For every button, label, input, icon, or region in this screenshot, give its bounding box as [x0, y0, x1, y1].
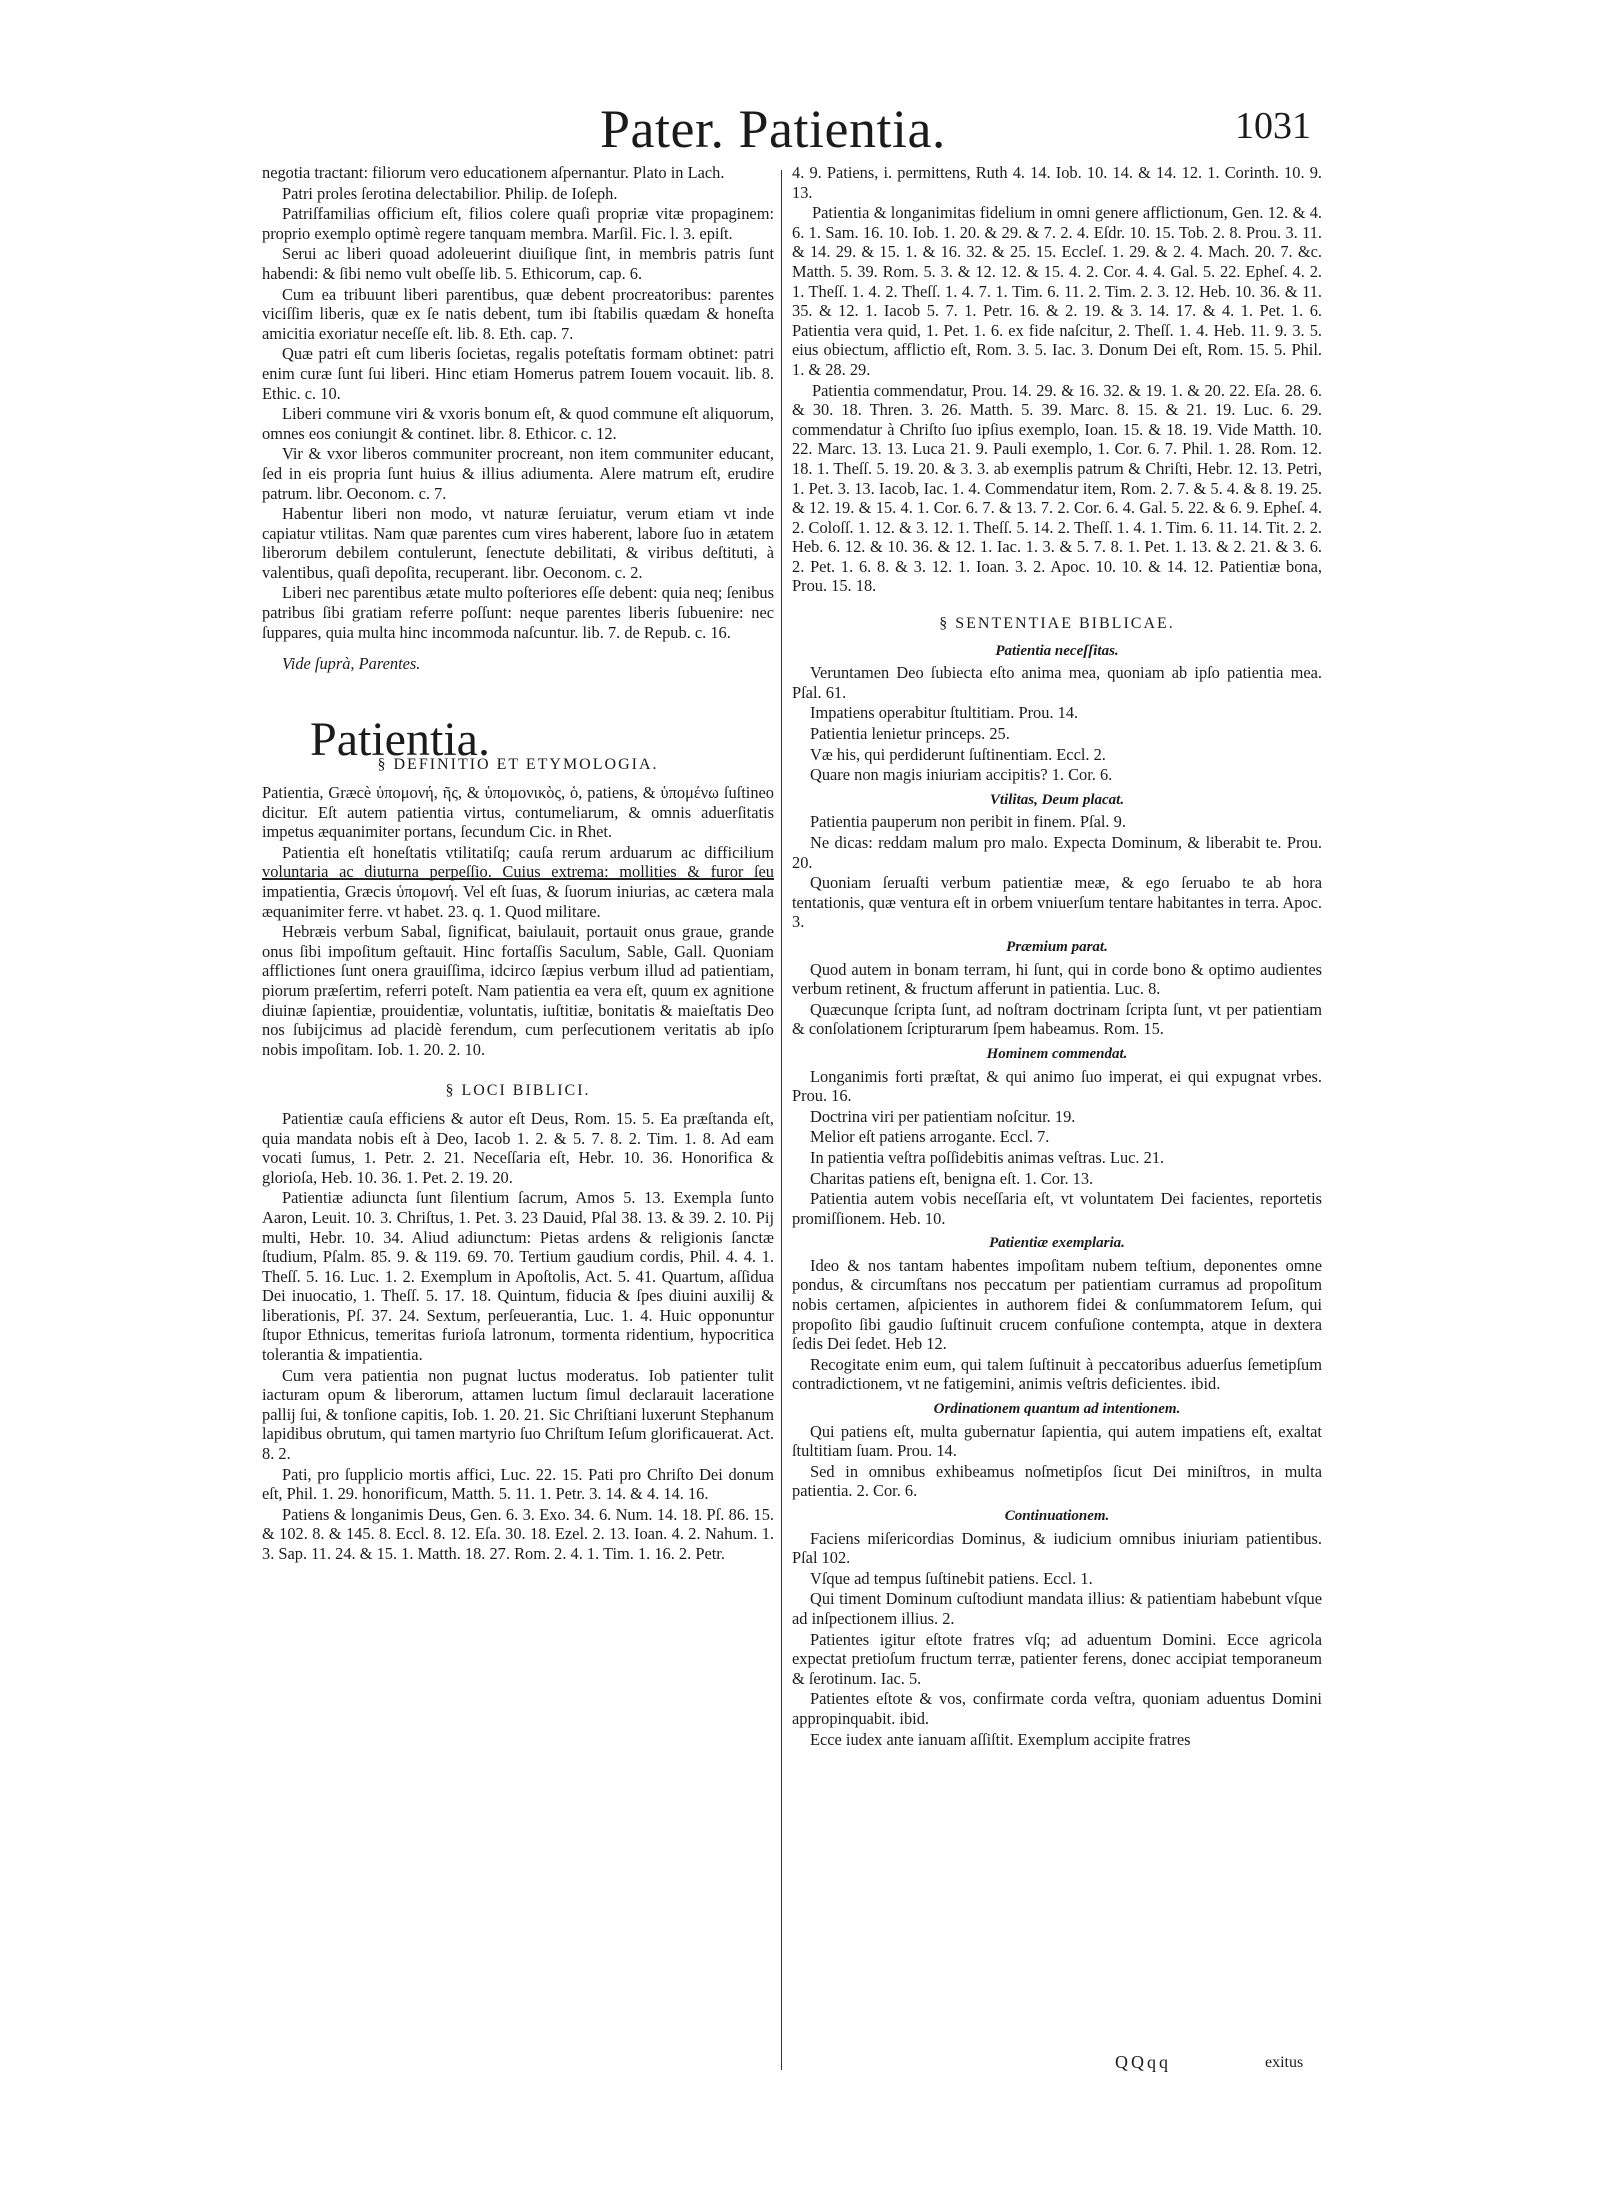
loci-paragraph: Pati, pro ſupplicio mortis affici, Luc. 22. 15. Pati pro Chriſto Dei donum eſt, Phil. 1. 29. honorificum, Matth. 5. 11. 1. Petr. 3. 14. & 4. 14. 16.: [262, 1464, 774, 1504]
verse: Quare non magis iniuriam accipitis? 1. Cor. 6.: [810, 765, 1113, 785]
loci-paragraph: Patientiæ adiuncta ſunt ſilentium ſacrum, Amos 5. 13. Exempla ſunto Aaron, Leuit. 10. 3. Chriſtus, 1. Pet. 3. 23 Dauid, Pſal 38. 13. & 39. 2. 10. Pij multi, Hebr. 10. 34. Aliud adiunctum: Pietas ardens & religionis ſanctæ ſtudium, Pſalm. 85. 9. & 119. 69. 70. Tertium gaudium cordis, Phil. 4. 4. 1. Theſſ. 5. 16. Luc. 1. 2. Exemplum in Apoſtolis, Act. 5. 41. Quartum, aſſidua Dei inuocatio, 1. Theſſ. 5. 17. 18. Quintum, fiducia & ſpes diuini auxilij & liberationis, Pſ. 37. 24. Sextum, perſeuerantia, Luc. 1. 4. Huic opponuntur ſtupor Ethnicus, temeritas furioſa latronum, tormenta ridentium, hypocritica tolerantia & impatientia.: [262, 1188, 774, 1365]
pater-paragraph: Habentur liberi non modo, vt naturæ ſeruiatur, verum etiam vt inde capiatur vtilitas. Nam quæ parentes cum vires haberent, labore ſuo in ætatem liberorum debilem contulerunt, ſenectute debilitati, & viribus deſtituti, à valentibus, quaſi depoſita, recuperant. libr. Oeconom. c. 2.: [262, 504, 774, 582]
verse: In patientia veſtra poſſidebitis animas veſtras. Luc. 21.: [810, 1147, 1165, 1167]
cross-reference: Vide ſuprà, Parentes.: [282, 654, 421, 674]
verse: Longanimis forti præſtat, & qui animo ſuo imperat, ei qui expugnat vrbes. Prou. 16.: [792, 1066, 1322, 1106]
verse: Ideo & nos tantam habentes impoſitam nubem teſtium, deponentes omne pondus, & circumſtans nos peccatum per patientiam curramus ad propoſitum nobis certamen, aſpicientes in authorem fidei & conſummatorem Ieſum, qui propoſito ſibi gaudio ſuſtinuit crucem confuſione contempta, atque in dextera ſedis Dei ſedet. Heb 12.: [792, 1255, 1322, 1354]
left-column: [262, 163, 774, 1565]
group-continuationem: [792, 1507, 1322, 1749]
verse: Veruntamen Deo ſubiecta eſto anima mea, quoniam ab ipſo patientia mea. Pſal. 61.: [792, 663, 1322, 702]
group-vtilitas: [792, 791, 1322, 932]
pater-paragraph: Cum ea tribuunt liberi parentibus, quæ debent procreatoribus: parentes viciſſim liberis, quæ ex ſe natis debent, tum ibi ſtabilis quædam & honeſta amicitia exoriatur neceſſe eſt. lib. 8. Eth. cap. 7.: [262, 284, 774, 343]
verse: Patientes eſtote & vos, confirmate corda veſtra, quoniam aduentus Domini appropinquabit. ibid.: [792, 1689, 1322, 1728]
verse: Doctrina viri per patientiam noſcitur. 19.: [810, 1106, 1076, 1126]
definitio-paragraph: Hebræis verbum Sabal, ſignificat, baiulauit, portauit onus graue, grande onus ſibi impoſitum geſtauit. Hinc fortaſſis Saculum, Sable, Gall. Quoniam afflictiones ſunt onera grauiſſima, idcirco ſæpius verbum illud ad patientiam, piorum præſertim, referri poteſt. Nam patientia ea vera eſt, quum ex agnitione diuinæ ſapientiæ, prouidentiæ, voluntatis, iuſtitiæ, bonitatis & maieſtatis Deo nos ſubijcimus ad placidè ferendum, cum perſecutionem veritatis ab ipſo nobis impoſitam. Iob. 1. 20. 2. 10.: [262, 922, 774, 1059]
signature-mark: QQqq: [1115, 2052, 1171, 2072]
loci-paragraph: Patientiæ cauſa efficiens & autor eſt Deus, Rom. 15. 5. Ea præſtanda eſt, quia mandata nobis eſt à Deo, Iacob 1. 2. & 5. 7. 8. 2. Tim. 1. 8. Ad eam vocati ſumus, 1. Petr. 2. 21. Neceſſaria eſt, Hebr. 10. 36. Honorifica & glorioſa, Heb. 10. 36. 1. Pet. 2. 19. 20.: [262, 1108, 774, 1187]
section-title: Patientia.: [310, 712, 490, 766]
verse: Recogitate enim eum, qui talem ſuſtinuit à peccatoribus aduerſus ſemetipſum contradictionem, vt ne fatigemini, animis veſtris deficientes. ibid.: [792, 1354, 1322, 1394]
verse: Væ his, qui perdiderunt ſuſtinentiam. Eccl. 2.: [810, 744, 1106, 764]
verse: Faciens miſericordias Dominus, & iudicium omnibus iniuriam patientibus. Pſal 102.: [792, 1528, 1322, 1568]
opening-paragraph: Patientia commendatur, Prou. 14. 29. & 16. 32. & 19. 1. & 20. 22. Eſa. 28. 6. & 30. 18. Thren. 3. 26. Matth. 5. 39. Marc. 8. 15. & 21. 19. Luc. 6. 29. commendatur à Chriſto ſuo ipſius exemplo, Ioan. 15. & 18. 19. Vide Matth. 10. 22. Marc. 13. 13. Luca 21. 9. Pauli exemplo, 1. Cor. 6. 7. Phil. 1. 28. Rom. 12. 18. 1. Theſſ. 5. 19. 20. & 3. 3. ab exemplis patrum & Chriſti, Hebr. 12. 13. Petri, 1. Pet. 3. 13. Iacob, Iac. 1. 4. Commendatur item, Rom. 2. 7. & 5. 4. & 8. 19. 25. & 12. 19. & 15. 4. 1. Cor. 6. 7. & 13. 7. 2. Cor. 6. 4. Gal. 5. 22. & 6. 9. Epheſ. 4. 2. Coloſſ. 1. 12. & 3. 12. 1. Theſſ. 5. 14. 2. Theſſ. 1. 4. 1. Tim. 6. 11. 14. Tit. 2. 2. Heb. 6. 12. & 10. 36. & 12. 1. Iac. 1. 3. & 5. 7. 8. 1. Pet. 1. 13. & 2. 21. & 3. 6. 2. Pet. 1. 6. 8. & 3. 12. 1. Ioan. 3. 2. Apoc. 10. 10. & 14. 12. Patientiæ bona, Prou. 15. 18.: [792, 380, 1322, 596]
verse: Patientia lenietur princeps. 25.: [810, 724, 1010, 744]
group-heading: Ordinationem quantum ad intentionem.: [933, 1401, 1181, 1418]
verse: Vſque ad tempus ſuſtinebit patiens. Eccl. 1.: [810, 1568, 1093, 1588]
sententiae-heading: § SENTENTIAE BIBLICAE.: [939, 615, 1175, 633]
column-divider: [781, 170, 782, 2070]
verse: Quoniam ſeruaſti verbum patientiæ meæ, & ego ſeruabo te ab hora tentationis, quæ ventura eſt in orbem vniuerſum tentare habitantes in terra. Apoc. 3.: [792, 873, 1322, 932]
definitio-paragraph: Patientia eſt honeſtatis vtilitatiſq; cauſa rerum arduarum ac difficilium voluntaria ac diuturna perpeſſio. Cuius extrema: mollities & furor ſeu impatientia, Græcis ὑπομονή. Vel eſt ſuas, & ſuorum iniurias, ac cætera mala æquanimiter ferre. vt habet. 23. q. 1. Quod militare.: [262, 842, 774, 921]
verse: Patientia pauperum non peribit in finem. Pſal. 9.: [810, 812, 1126, 832]
verse: Ecce iudex ante ianuam aſſiſtit. Exemplum accipite fratres: [810, 1729, 1191, 1749]
group-heading: Patientia neceſſitas.: [995, 642, 1119, 659]
verse: Impatiens operabitur ſtultitiam. Prou. 14.: [810, 703, 1079, 723]
verse: Patientes igitur eſtote fratres vſq; ad aduentum Domini. Ecce agricola expectat pretioſum fructum terræ, patienter ferens, donec accipiat temporaneum & ſerotinum. Iac. 5.: [792, 1629, 1322, 1688]
verse: Charitas patiens eſt, benigna eſt. 1. Cor. 13.: [810, 1168, 1094, 1188]
running-header: Pater. Patientia.: [600, 99, 946, 159]
group-necessitas: [792, 642, 1322, 785]
definitio-heading: § DEFINITIO ET ETYMOLOGIA.: [377, 756, 659, 774]
verse: Melior eſt patiens arrogante. Eccl. 7.: [810, 1127, 1050, 1147]
loci-paragraph: Cum vera patientia non pugnat luctus moderatus. Iob patienter tulit iacturam opum & liberorum, attamen luctum ſimul declarauit laceratione pallij ſui, & tonſione capitis, Iob. 1. 20. 21. Sic Chriſtiani luxerunt Stephanum lapidibus obrutum, qui tamen martyrio ſuo Chriſtum Ieſum glorificauerat. Act. 8. 2.: [262, 1365, 774, 1464]
page-number: 1031: [1235, 105, 1311, 147]
verse: Quæcunque ſcripta ſunt, ad noſtram doctrinam ſcripta ſunt, vt per patientiam & conſolationem ſcripturarum ſpem habeamus. Rom. 15.: [792, 999, 1322, 1039]
pater-paragraph: Patriſfamilias officium eſt, filios colere quaſi propriæ vitæ propaginem: proprio exemplo optimè regere tanquam membra. Marſil. Fic. l. 3. epiſt.: [262, 204, 774, 243]
pater-paragraph: Serui ac liberi quoad adoleuerint diuiſique ſint, in membris patris ſunt habendi: & ſibi nemo vult obeſſe lib. 5. Ethicorum, cap. 6.: [262, 244, 774, 283]
verse: Patientia autem vobis neceſſaria eſt, vt voluntatem Dei facientes, reportetis promiſſionem. Heb. 10.: [792, 1189, 1322, 1228]
pater-paragraph: Liberi commune viri & vxoris bonum eſt, & quod commune eſt aliquorum, omnes eos coniungit & continet. libr. 8. Ethicor. c. 12.: [262, 404, 774, 443]
pater-paragraph: Quæ patri eſt cum liberis ſocietas, regalis poteſtatis formam obtinet: patri enim curæ ſunt ſui liberi. Hinc etiam Homerus patrem Iouem vocauit. lib. 8. Ethic. c. 10.: [262, 344, 774, 403]
group-praemium: [792, 938, 1322, 1039]
pater-paragraph: Liberi nec parentibus ætate multo poſteriores eſſe debent: quia neq; ſenibus patribus ſibi gratiam referre poſſunt: neque parentes liberis ſubuenire: nec ſuppares, quia multa hinc incommoda naſcuntur. lib. 7. de Repub. c. 16.: [262, 583, 774, 642]
pater-paragraph: negotia tractant: filiorum vero educationem aſpernantur. Plato in Lach.: [262, 163, 725, 182]
opening-paragraph: 4. 9. Patiens, i. permittens, Ruth 4. 14. Iob. 10. 14. & 14. 12. 1. Corinth. 10. 9. 13.: [792, 163, 1322, 202]
verse: Sed in omnibus exhibeamus noſmetipſos ſicut Dei miniſtros, in multa patientia. 2. Cor. 6.: [792, 1461, 1322, 1501]
opening-paragraph: Patientia & longanimitas fidelium in omni genere afflictionum, Gen. 12. & 4. 6. 1. Sam. 16. 10. Iob. 1. 20. & 29. & 7. 2. 4. Eſdr. 10. 15. Tob. 2. 8. Prou. 3. 11. & 14. 29. & 15. 1. & 16. 32. & 25. 15. Eccleſ. 1. 29. & 2. 4. Mach. 20. 7. &c. Matth. 5. 39. Rom. 5. 3. & 12. 12. & 15. 4. 2. Cor. 4. 4. Gal. 5. 22. Epheſ. 4. 2. 1. Theſſ. 1. 4. 2. Theſſ. 1. 4. 7. 1. Tim. 6. 11. 2. Tim. 2. 3. 12. Heb. 10. 36. & 11. 35. & 12. 1. Iacob 5. 7. 1. Petr. 16. & 2. 19. & 3. 14. 17. & 4. 1. Pet. 1. 6. Patientia vera quid, 1. Pet. 1. 6. ex fide naſcitur, 2. Theſſ. 1. 4. Heb. 11. 9. 3. 5. eius obiectum, afflictio eſt, Rom. 3. 5. Iac. 3. Donum Dei eſt, Rom. 15. 5. Phil. 1. & 28. 29.: [792, 203, 1322, 379]
group-ordinationem: [792, 1400, 1322, 1501]
group-heading: Patientiæ exemplaria.: [989, 1235, 1125, 1252]
definitio-paragraph: Patientia, Græcè ὑπομονή, ῆς, & ὑπομονικὸς, ὁ, patiens, & ὑπομένω ſuſtineo dicitur. Eſt autem patientia virtus, contumeliarum, & omnis aduerſitatis impetus æquanimiter portans, ſecundum Cic. in Rhet.: [262, 783, 774, 842]
group-heading: Continuationem.: [1004, 1508, 1110, 1524]
loci-heading: § LOCI BIBLICI.: [445, 1082, 591, 1100]
verse: Qui timent Dominum cuſtodiunt mandata illius: & patientiam habebunt vſque ad inſpectionem illius. 2.: [792, 1589, 1322, 1628]
verse: Ne dicas: reddam malum pro malo. Expecta Dominum, & liberabit te. Prou. 20.: [792, 833, 1322, 872]
pater-paragraph: Vir & vxor liberos communiter procreant, non item communiter educant, ſed in eis propria ſunt huius & illius adiumenta. Alere matrum eſt, erudire patrum. libr. Oeconom. c. 7.: [262, 444, 774, 503]
group-exemplaria: [792, 1234, 1322, 1394]
loci-paragraph: Patiens & longanimis Deus, Gen. 6. 3. Exo. 34. 6. Num. 14. 18. Pſ. 86. 15. & 102. 8. & 145. 8. Eccl. 8. 12. Eſa. 30. 18. Ezel. 2. 13. Ioan. 4. 2. Nahum. 1. 3. Sap. 11. 24. & 15. 1. Matth. 18. 27. Rom. 2. 4. 1. Tim. 1. 16. 2. Petr.: [262, 1504, 774, 1563]
verse: Qui patiens eſt, multa gubernatur ſapientia, qui autem impatiens eſt, exaltat ſtultitiam ſuam. Prou. 14.: [792, 1421, 1322, 1461]
group-heading: Hominem commendat.: [986, 1045, 1128, 1062]
group-heading: Præmium parat.: [1006, 938, 1108, 955]
catchword: exitus: [1265, 2054, 1304, 2071]
group-heading: Vtilitas, Deum placat.: [989, 791, 1125, 808]
pater-paragraph: Patri proles ſerotina delectabilior. Philip. de Ioſeph.: [282, 183, 618, 203]
right-column: [792, 163, 1322, 1750]
group-hominem: [792, 1045, 1322, 1228]
verse: Quod autem in bonam terram, hi ſunt, qui in corde bono & optimo audientes verbum retinent, & fructum afferunt in patientia. Luc. 8.: [792, 959, 1322, 999]
